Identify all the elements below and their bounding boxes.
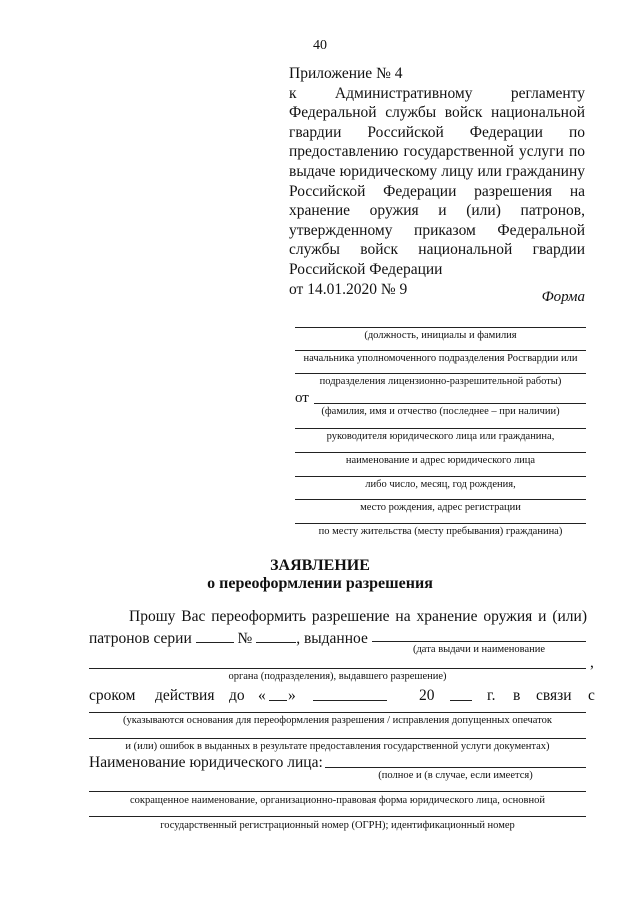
applicant-caption: по месту жительства (месту пребывания) гражданина) [318,526,563,537]
form-label: Форма [541,289,585,305]
month-field[interactable] [313,700,387,701]
term-word: связи [536,687,572,704]
applicant-line[interactable] [295,428,586,429]
appendix-line: к Административному регламенту [289,84,585,102]
issuer-field[interactable] [89,668,586,669]
day-field[interactable] [269,700,287,701]
year-field[interactable] [450,700,472,701]
addressee-line[interactable] [295,350,586,351]
grounds-caption: (указываются основания для переоформления разрешения / исправления допущенных опечаток [123,715,552,726]
applicant-line[interactable] [295,452,586,453]
term-word: » [288,687,296,704]
grounds-caption: и (или) ошибок в выданных в результате предоставления государственной услуги документах) [125,741,550,752]
request-line-1: Прошу Вас переоформить разрешение на хранение оружия и (или) [129,608,587,625]
issued-label: , выданное [296,630,368,647]
appendix-line: Федеральной службы войск национальной [289,104,585,122]
addressee-caption: подразделения лицензионно-разрешительной работы) [319,376,562,387]
applicant-caption: руководителя юридического лица или гражданина, [326,431,555,442]
series-field[interactable] [196,628,234,643]
appendix-block [289,64,585,299]
document-title: ЗАЯВЛЕНИЕ [270,557,370,574]
appendix-line: гвардии Российской Федерации по [289,123,585,141]
request-line-2 [89,628,368,648]
term-word: 20 [419,687,435,704]
appendix-line: Приложение № 4 [289,65,403,82]
series-label: патронов серии [89,630,192,647]
legal-entity-field[interactable] [89,816,586,817]
appendix-line: хранение оружия и (или) патронов, [289,202,585,220]
applicant-line[interactable] [314,403,586,404]
applicant-caption: место рождения, адрес регистрации [360,502,521,513]
short-name-caption: сокращенное наименование, организационно-правовая форма юридического лица, основной [129,795,545,806]
applicant-caption: (фамилия, имя и отчество (последнее – при наличии) [321,406,560,417]
issuer-caption: органа (подразделения), выдавшего разрешение) [228,671,447,682]
applicant-line[interactable] [295,523,586,524]
comma: , [590,654,594,671]
grounds-field[interactable] [89,712,586,713]
term-word: действия [155,687,215,704]
addressee-caption: начальника уполномоченного подразделения Росгвардии или [303,353,578,364]
document-subtitle: о переоформлении разрешения [207,575,433,592]
term-word: г. [487,687,496,704]
legal-entity-field[interactable] [89,791,586,792]
term-word: в [513,687,521,704]
ogrn-caption: государственный регистрационный номер (ОГРН); идентификационный номер [160,820,515,831]
applicant-line[interactable] [295,499,586,500]
full-name-caption: (полное и (в случае, если имеется) [378,770,533,781]
addressee-line[interactable] [295,327,586,328]
page-number: 40 [313,38,327,53]
appendix-line: службы войск национальной гвардии [289,241,585,259]
applicant-caption: наименование и адрес юридического лица [345,455,536,466]
term-word: сроком [89,687,136,704]
term-word: до [229,687,245,704]
grounds-field[interactable] [89,738,586,739]
applicant-caption: либо число, месяц, год рождения, [365,479,516,490]
number-sign: № [237,630,253,647]
legal-entity-field[interactable] [325,767,586,768]
addressee-line[interactable] [295,373,586,374]
from-label: от [295,390,309,406]
appendix-line: Российской Федерации разрешения на [289,182,585,200]
appendix-line: утвержденному приказом Федеральной [289,221,585,239]
appendix-line: Российской Федерации [289,260,443,278]
applicant-line[interactable] [295,476,586,477]
legal-entity-label: Наименование юридического лица: [89,754,323,771]
term-word: « [258,687,266,704]
addressee-caption: (должность, инициалы и фамилия [364,330,517,341]
number-field[interactable] [256,628,296,643]
term-word: с [588,687,595,704]
issue-date-field[interactable] [372,641,586,642]
appendix-line: предоставлению государственной услуги по [289,143,585,161]
appendix-line: выдаче юридическому лицу или гражданину [289,162,585,180]
issue-date-caption: (дата выдачи и наименование [412,644,546,655]
appendix-line: от 14.01.2020 № 9 [289,280,408,298]
